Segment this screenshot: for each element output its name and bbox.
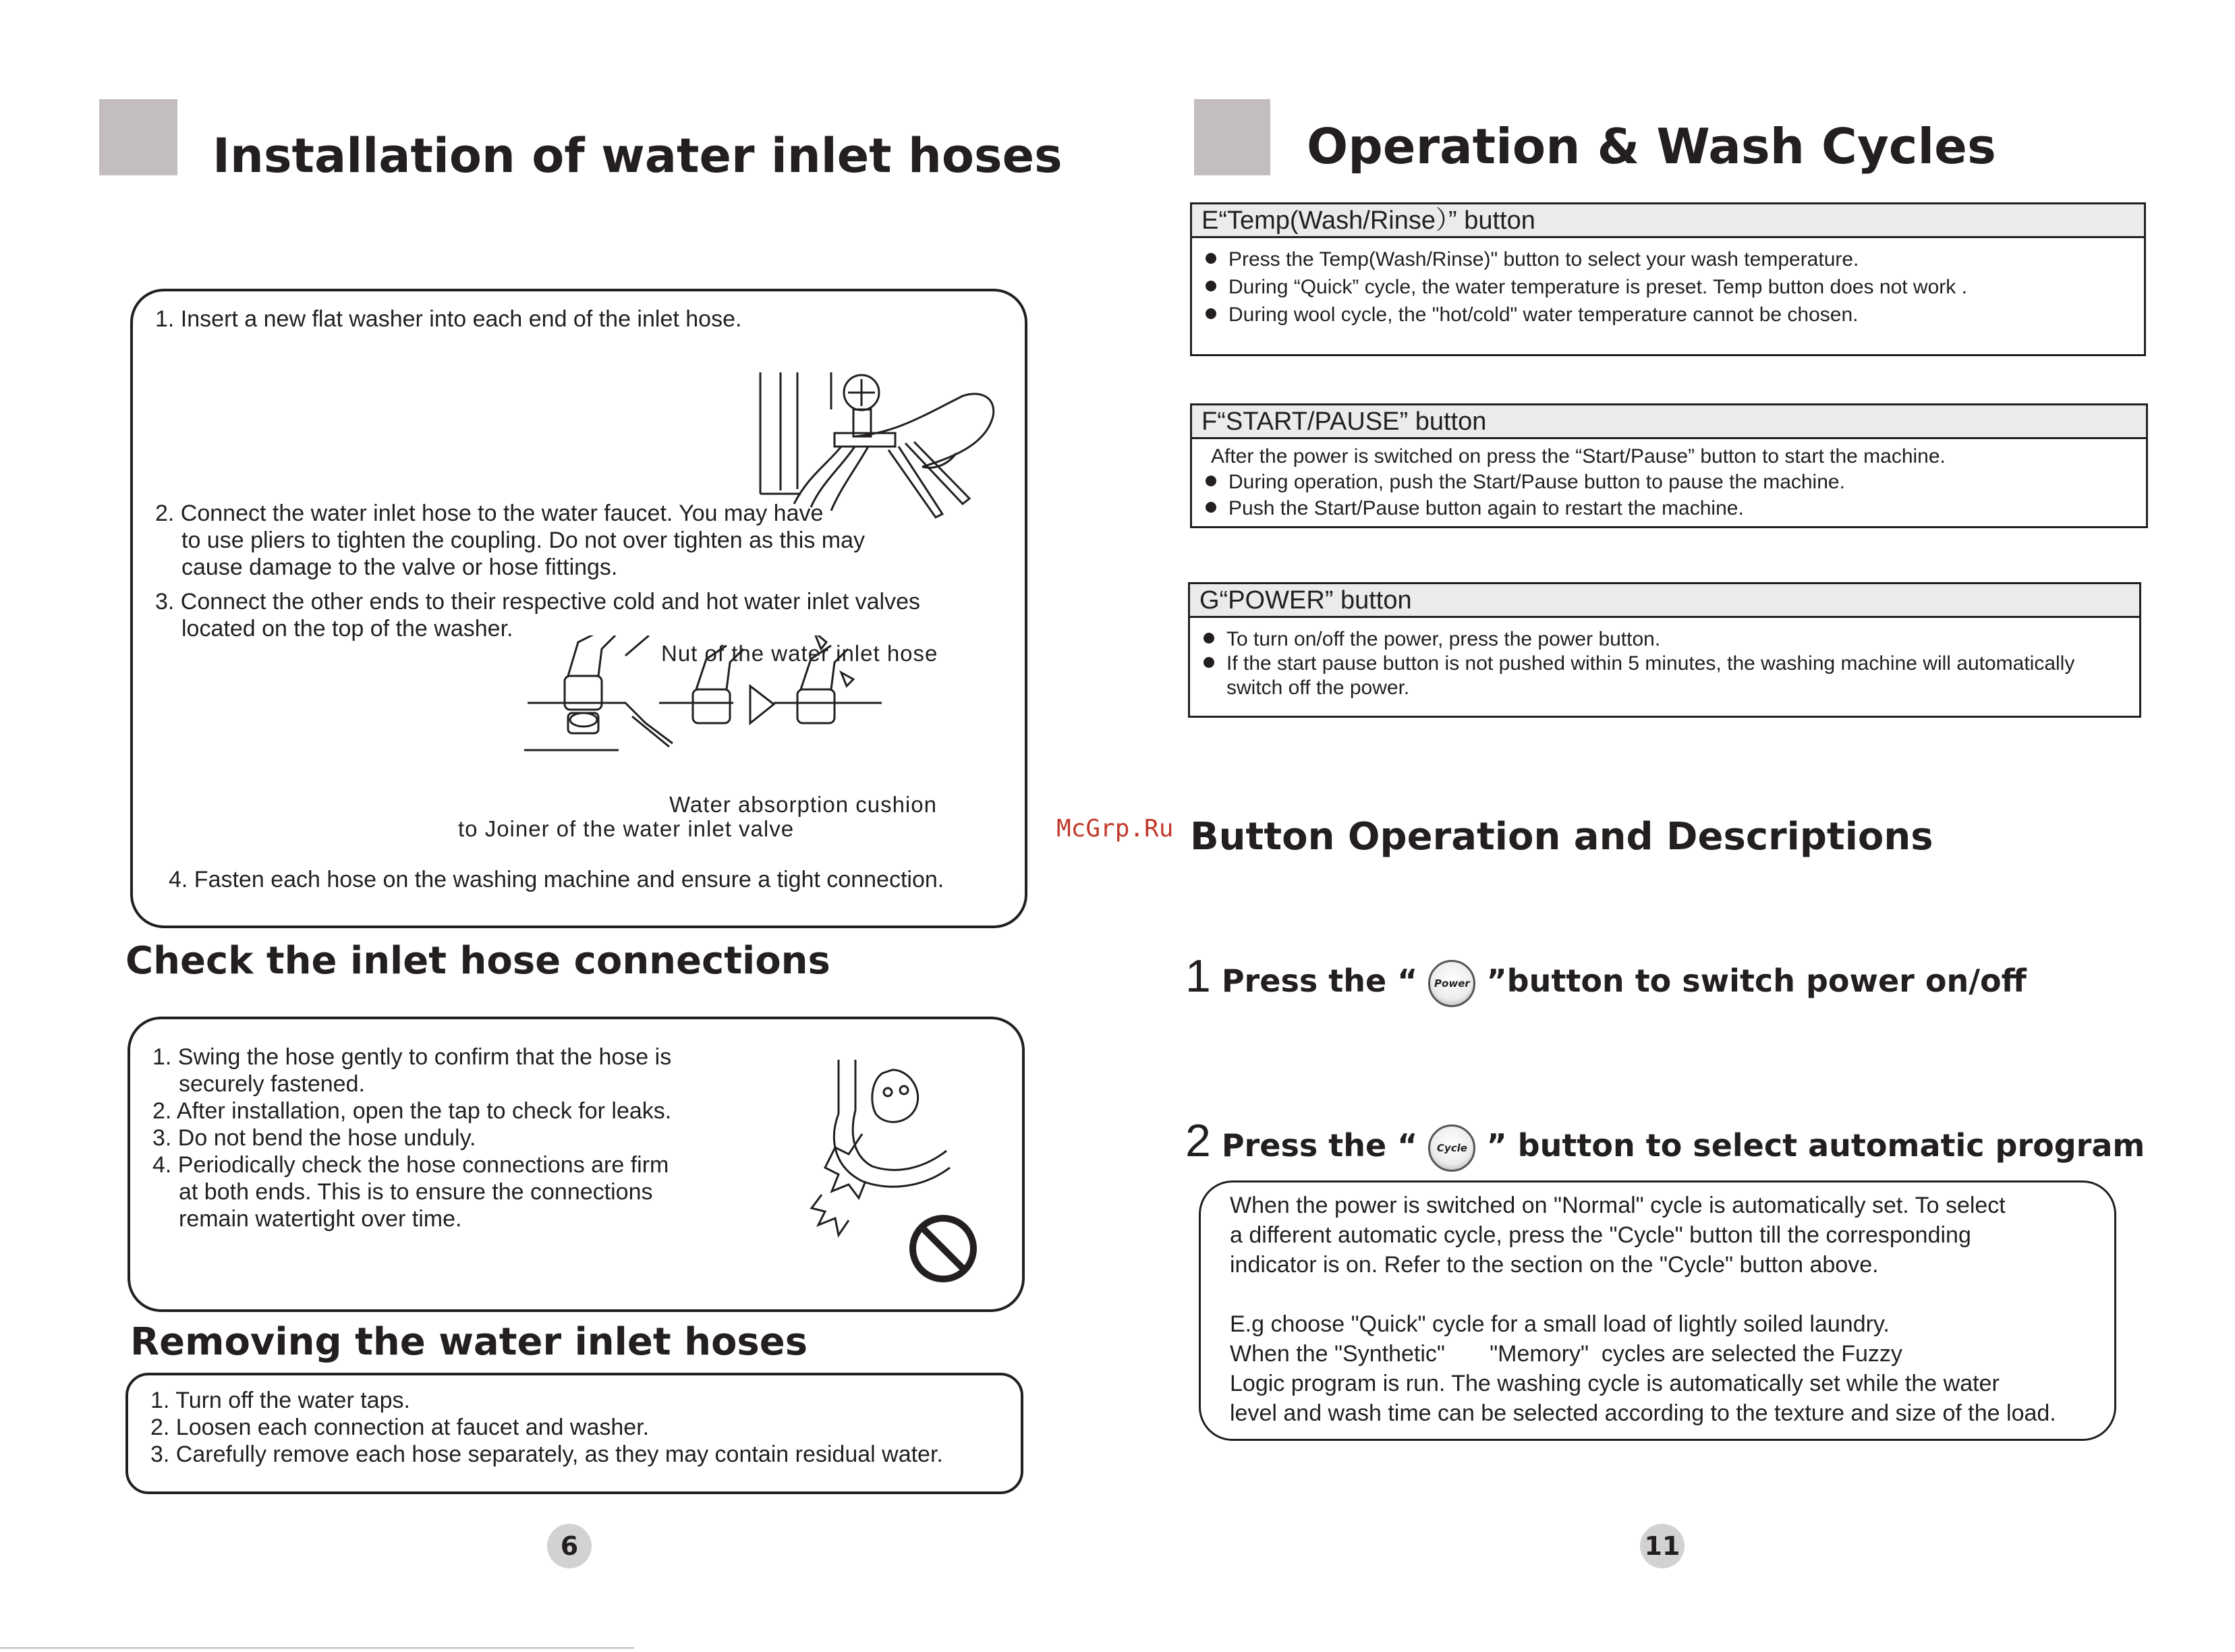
section-g-power-box xyxy=(1188,582,2141,718)
remove-hoses-heading: Removing the water inlet hoses xyxy=(130,1320,808,1364)
check-line-7: remain watertight over time. xyxy=(179,1206,462,1232)
check-line-4: 3. Do not bend the hose unduly. xyxy=(152,1125,476,1151)
power-button-icon: Power xyxy=(1428,960,1475,1007)
install-steps-box xyxy=(130,289,1027,928)
watermark-text: McGrp.Ru xyxy=(1056,815,1174,843)
check-line-1: 1. Swing the hose gently to confirm that the hose is xyxy=(152,1044,672,1070)
bullet-icon xyxy=(1204,657,1214,668)
section-g-line-3: switch off the power. xyxy=(1226,677,1410,699)
cycle-line-6: When the "Synthetic" "Memory" cycles are selected the Fuzzy xyxy=(1230,1341,1902,1367)
right-page-number: 11 xyxy=(1640,1524,1685,1568)
section-f-line-1: During operation, push the Start/Pause button to pause the machine. xyxy=(1192,470,1845,494)
install-step-1: 1. Insert a new flat washer into each end of the inlet hose. xyxy=(155,306,742,332)
section-f-intro: After the power is switched on press the “Start/Pause” button to start the machine. xyxy=(1211,445,1946,467)
section-g-line-2: If the start pause button is not pushed within 5 minutes, the washing machine will automatically xyxy=(1190,652,2074,676)
section-g-line-1: To turn on/off the power, press the power button. xyxy=(1190,627,1660,652)
cycle-line-3: indicator is on. Refer to the section on the "Cycle" button above. xyxy=(1230,1252,1879,1278)
step-2-pre-text: Press the “ xyxy=(1221,1127,1418,1164)
remove-line-2: 2. Loosen each connection at faucet and washer. xyxy=(150,1415,650,1440)
section-f-startpause-box xyxy=(1190,403,2148,528)
step-1-post-text: ”button to switch power on/off xyxy=(1486,963,2027,999)
remove-line-1: 1. Turn off the water taps. xyxy=(150,1388,410,1413)
bullet-icon xyxy=(1204,633,1214,644)
install-step-3-line-2: located on the top of the washer. xyxy=(181,616,513,642)
section-f-header: F“START/PAUSE” button xyxy=(1192,405,2146,439)
label-joiner-of-valve: to Joiner of the water inlet valve xyxy=(458,816,795,841)
section-e-header: E“Temp(Wash/Rinse）” button xyxy=(1192,204,2144,238)
bottom-page-rule xyxy=(0,1647,634,1649)
install-step-2-line-1: 2. Connect the water inlet hose to the water faucet. You may have xyxy=(155,501,824,526)
title-marker-square-right xyxy=(1194,99,1270,175)
section-e-line-2: During “Quick” cycle, the water temperature is preset. Temp button does not work . xyxy=(1192,275,1967,300)
right-page-title: Operation & Wash Cycles xyxy=(1307,118,1996,175)
step-2-number: 2 xyxy=(1185,1115,1211,1166)
remove-line-3: 3. Carefully remove each hose separately, as they may contain residual water. xyxy=(150,1442,943,1467)
cycle-line-2: a different automatic cycle, press the "Cycle" button till the corresponding xyxy=(1230,1222,1971,1248)
cycle-line-7: Logic program is run. The washing cycle is automatically set while the water xyxy=(1230,1371,2000,1396)
bullet-icon xyxy=(1206,308,1216,319)
step-2-cycle xyxy=(1185,1114,2145,1172)
title-marker-square xyxy=(99,99,177,175)
section-e-line-3: During wool cycle, the "hot/cold" water temperature cannot be chosen. xyxy=(1192,303,1858,327)
bent-hose-cartoon-illustration xyxy=(808,1053,984,1282)
install-step-4: 4. Fasten each hose on the washing machine and ensure a tight connection. xyxy=(169,867,944,892)
cycle-line-8: level and wash time can be selected according to the texture and size of the load. xyxy=(1230,1400,2056,1426)
cycle-button-icon: Cycle xyxy=(1428,1124,1475,1172)
check-connections-box xyxy=(128,1017,1025,1312)
section-e-temp-box xyxy=(1190,202,2146,356)
check-line-3: 2. After installation, open the tap to check for leaks. xyxy=(152,1098,672,1124)
check-line-6: at both ends. This is to ensure the connections xyxy=(179,1179,653,1205)
bullet-icon xyxy=(1206,476,1216,486)
install-step-2-line-2: to use pliers to tighten the coupling. Do not over tighten as this may xyxy=(181,528,866,553)
install-step-3-line-1: 3. Connect the other ends to their respective cold and hot water inlet valves xyxy=(155,589,920,615)
section-f-line-2: Push the Start/Pause button again to restart the machine. xyxy=(1192,496,1744,521)
left-page-title: Installation of water inlet hoses xyxy=(213,128,1063,183)
cycle-line-5: E.g choose "Quick" cycle for a small load of lightly soiled laundry. xyxy=(1230,1311,1890,1337)
step-1-pre-text: Press the “ xyxy=(1221,963,1418,999)
install-step-2-line-3: cause damage to the valve or hose fittings. xyxy=(181,554,618,580)
label-nut-of-hose: Nut of the water inlet hose xyxy=(661,641,938,666)
bullet-icon xyxy=(1206,502,1216,513)
bullet-icon xyxy=(1206,253,1216,264)
check-line-5: 4. Periodically check the hose connections are firm xyxy=(152,1152,669,1178)
check-line-2: securely fastened. xyxy=(179,1071,365,1097)
label-water-absorption-cushion: Water absorption cushion xyxy=(669,792,937,817)
step-1-power xyxy=(1185,950,2027,1007)
step-1-number: 1 xyxy=(1185,950,1211,1002)
check-connections-heading: Check the inlet hose connections xyxy=(125,939,830,983)
bullet-icon xyxy=(1206,281,1216,291)
cycle-description-box xyxy=(1199,1180,2116,1441)
section-e-line-1: Press the Temp(Wash/Rinse)" button to select your wash temperature. xyxy=(1192,248,1859,272)
section-g-header: G“POWER” button xyxy=(1190,584,2139,618)
cycle-line-1: When the power is switched on "Normal" cycle is automatically set. To select xyxy=(1230,1193,2006,1218)
button-operation-heading: Button Operation and Descriptions xyxy=(1190,815,1933,859)
remove-hoses-box xyxy=(125,1373,1023,1494)
left-page-number: 6 xyxy=(547,1524,592,1568)
step-2-post-text: ” button to select automatic program xyxy=(1486,1127,2145,1164)
